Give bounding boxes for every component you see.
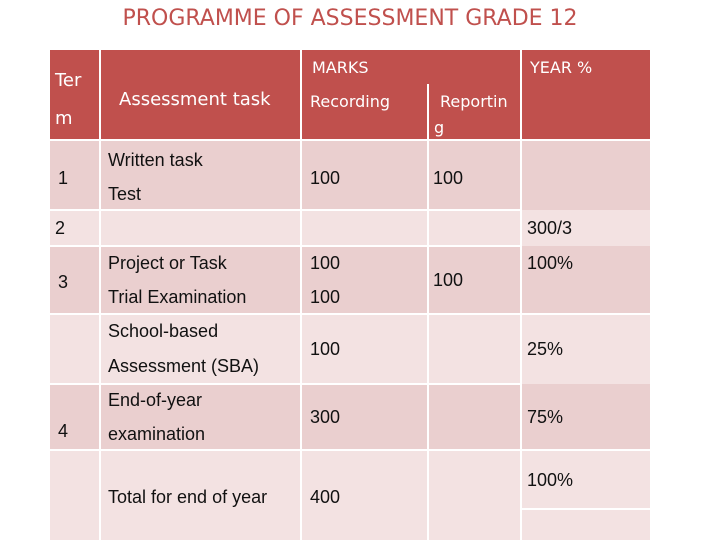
term-1-recording: 100: [310, 168, 341, 188]
term-2-year: 300/3: [527, 218, 573, 238]
sba-task-line2: Assessment (SBA): [108, 356, 260, 376]
term-3-task-trial: Trial Examination: [108, 287, 247, 307]
header-reporting-line1: Reportin: [440, 92, 508, 111]
sba-year: 25%: [527, 339, 564, 359]
header-term-line2: m: [55, 108, 73, 129]
term-1-reporting: 100: [433, 168, 464, 188]
sba-task-line1: School-based: [108, 321, 219, 341]
term-3-task-project: Project or Task: [108, 253, 227, 273]
term-4-year: 75%: [527, 407, 564, 427]
header-recording: Recording: [310, 92, 391, 111]
header-term-line1: Ter: [55, 70, 82, 91]
term-3-year: 100%: [527, 253, 574, 273]
term-3-recording-project: 100: [310, 253, 341, 273]
total-year: 100%: [527, 470, 574, 490]
page-title: PROGRAMME OF ASSESSMENT GRADE 12: [122, 6, 578, 31]
term-3-number: 3: [58, 272, 69, 292]
header-year-percent: YEAR %: [530, 58, 593, 77]
total-task: Total for end of year: [108, 487, 268, 507]
header-reporting-line2: g: [434, 118, 445, 137]
term-1-number: 1: [58, 168, 69, 188]
term-3-recording-trial: 100: [310, 287, 341, 307]
term-4-task-line1: End-of-year: [108, 390, 203, 410]
term-3-reporting: 100: [433, 270, 464, 290]
header-assessment-task: Assessment task: [119, 89, 271, 110]
total-recording: 400: [310, 487, 341, 507]
header-marks: MARKS: [312, 58, 369, 77]
term-4-number: 4: [58, 421, 69, 441]
term-4-recording: 300: [310, 407, 341, 427]
term-2-number: 2: [55, 218, 66, 238]
term-1-task-test: Test: [108, 184, 142, 204]
term-1-task-written: Written task: [108, 150, 203, 170]
sba-recording: 100: [310, 339, 341, 359]
term-4-task-line2: examination: [108, 424, 206, 444]
